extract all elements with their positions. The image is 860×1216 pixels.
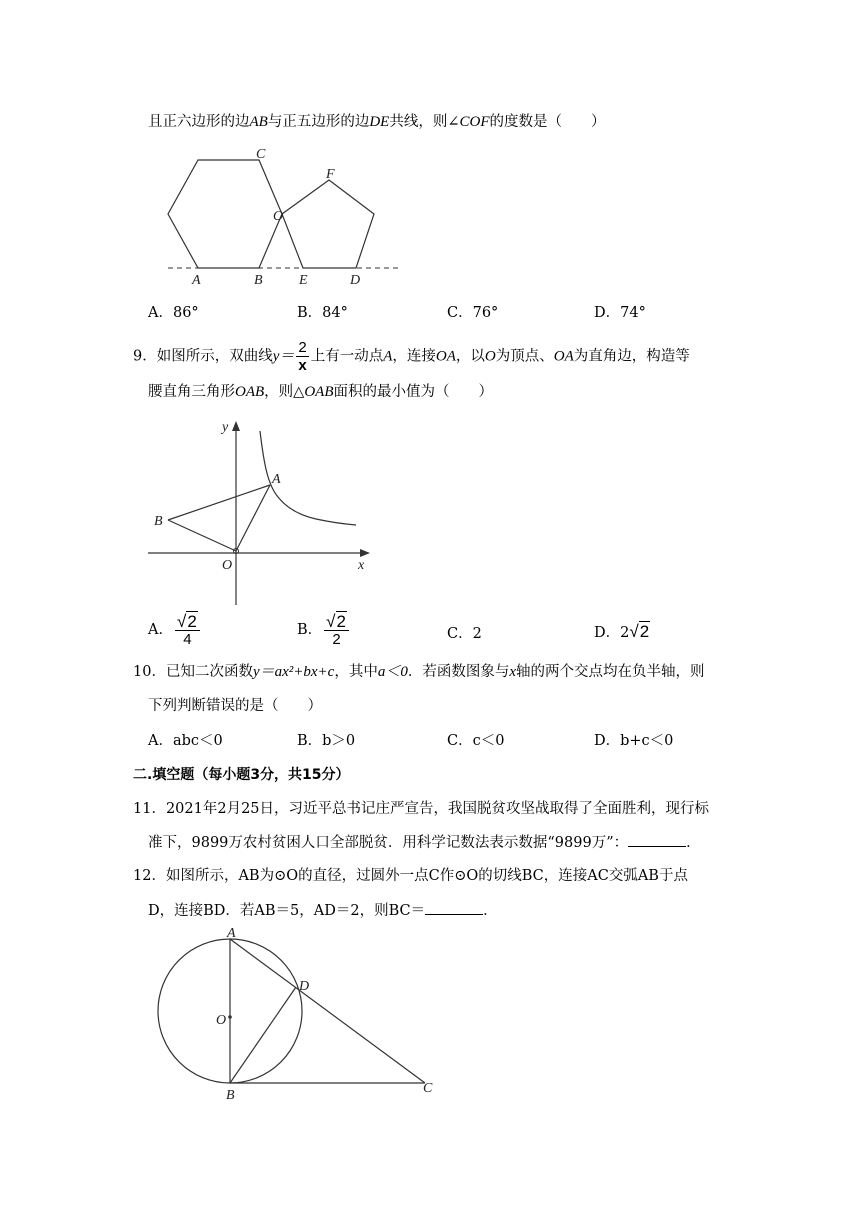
center-dot: [228, 1015, 232, 1019]
label-O: O: [216, 1013, 227, 1028]
q11-stem-line1: 11．2021年2月25日，习近平总书记庄严宣告，我国脱贫攻坚战取得了全面胜利，现行标: [133, 801, 710, 817]
label-B: B: [254, 273, 263, 288]
label-O: O: [222, 558, 233, 573]
q8-option-a[interactable]: A．86°: [148, 305, 199, 321]
q9-fraction: $\frac{2}{x}$: [298, 339, 307, 374]
label-B: B: [154, 514, 163, 529]
regular-pentagon: [282, 180, 374, 268]
q8-figure: [160, 140, 410, 290]
segment-BD: [230, 987, 296, 1083]
label-A: A: [227, 926, 236, 941]
q8-stem: 且正六边形的边AB与正五边形的边DE共线，则∠COF的度数是（ ）: [148, 114, 606, 130]
label-B: B: [226, 1088, 235, 1103]
q9-stem-line2: 腰直角三角形OAB，则△OAB面积的最小值为（ ）: [148, 384, 493, 400]
q9-option-c[interactable]: C．2: [447, 626, 482, 642]
q10-option-b[interactable]: B．b＞0: [297, 733, 356, 749]
q12-answer-blank[interactable]: [425, 900, 483, 915]
label-F: F: [326, 167, 335, 182]
q10-option-c[interactable]: C．c＜0: [447, 733, 505, 749]
q10-option-d[interactable]: D．b+c＜0: [594, 733, 674, 749]
q8-option-b[interactable]: B．84°: [297, 305, 348, 321]
q8-option-d[interactable]: D．74°: [594, 305, 646, 321]
x-axis-arrow: [360, 549, 370, 557]
segment-OB: [168, 520, 236, 551]
q12-figure: [150, 924, 450, 1104]
q10-option-a[interactable]: A．abc＜0: [148, 733, 223, 749]
label-D: D: [299, 979, 310, 994]
q10-stem-line1: 10．已知二次函数y＝ax²+bx+c，其中a＜0．若函数图象与x轴的两个交点均在负半轴，则: [133, 664, 705, 680]
q9-figure: [148, 415, 378, 605]
q11-stem-line2: 准下，9899万农村贫困人口全部脱贫．用科学记数法表示数据“9899万”： ．: [148, 832, 701, 853]
q9-stem-line1: 9．如图所示，双曲线y＝ $\frac{2}{x}$ 上有一动点A，连接OA，以O为顶点、OA为直角边，构造等: [133, 339, 690, 374]
section-2-title: 二.填空题（每小题3分，共15分）: [133, 767, 350, 783]
q9-option-b[interactable]: B． $\frac{√2}{2}$: [297, 612, 351, 648]
label-A: A: [192, 273, 201, 288]
label-y: y: [222, 420, 229, 435]
q8-option-c[interactable]: C．76°: [447, 305, 499, 321]
q12-stem-line1: 12．如图所示，AB为⊙O的直径，过圆外一点C作⊙O的切线BC，连接AC交弧AB于点: [133, 868, 688, 884]
label-x: x: [358, 558, 365, 573]
label-C: C: [256, 147, 266, 162]
label-C: C: [423, 1081, 433, 1096]
segment-AC: [230, 939, 425, 1083]
label-D: D: [350, 273, 361, 288]
label-E: E: [299, 273, 308, 288]
q11-answer-blank[interactable]: [628, 832, 686, 847]
q10-stem-line2: 下列判断错误的是（ ）: [148, 698, 322, 714]
y-axis-arrow: [232, 421, 240, 431]
label-A: A: [272, 472, 281, 487]
q9-option-d[interactable]: D．2√2: [594, 622, 650, 641]
q12-stem-line2: D，连接BD．若AB＝5，AD＝2，则BC＝ ．: [148, 900, 498, 921]
regular-hexagon: [168, 160, 282, 268]
q9-option-a[interactable]: A． $\frac{√2}{4}$: [148, 612, 202, 648]
label-O: O: [273, 209, 284, 224]
